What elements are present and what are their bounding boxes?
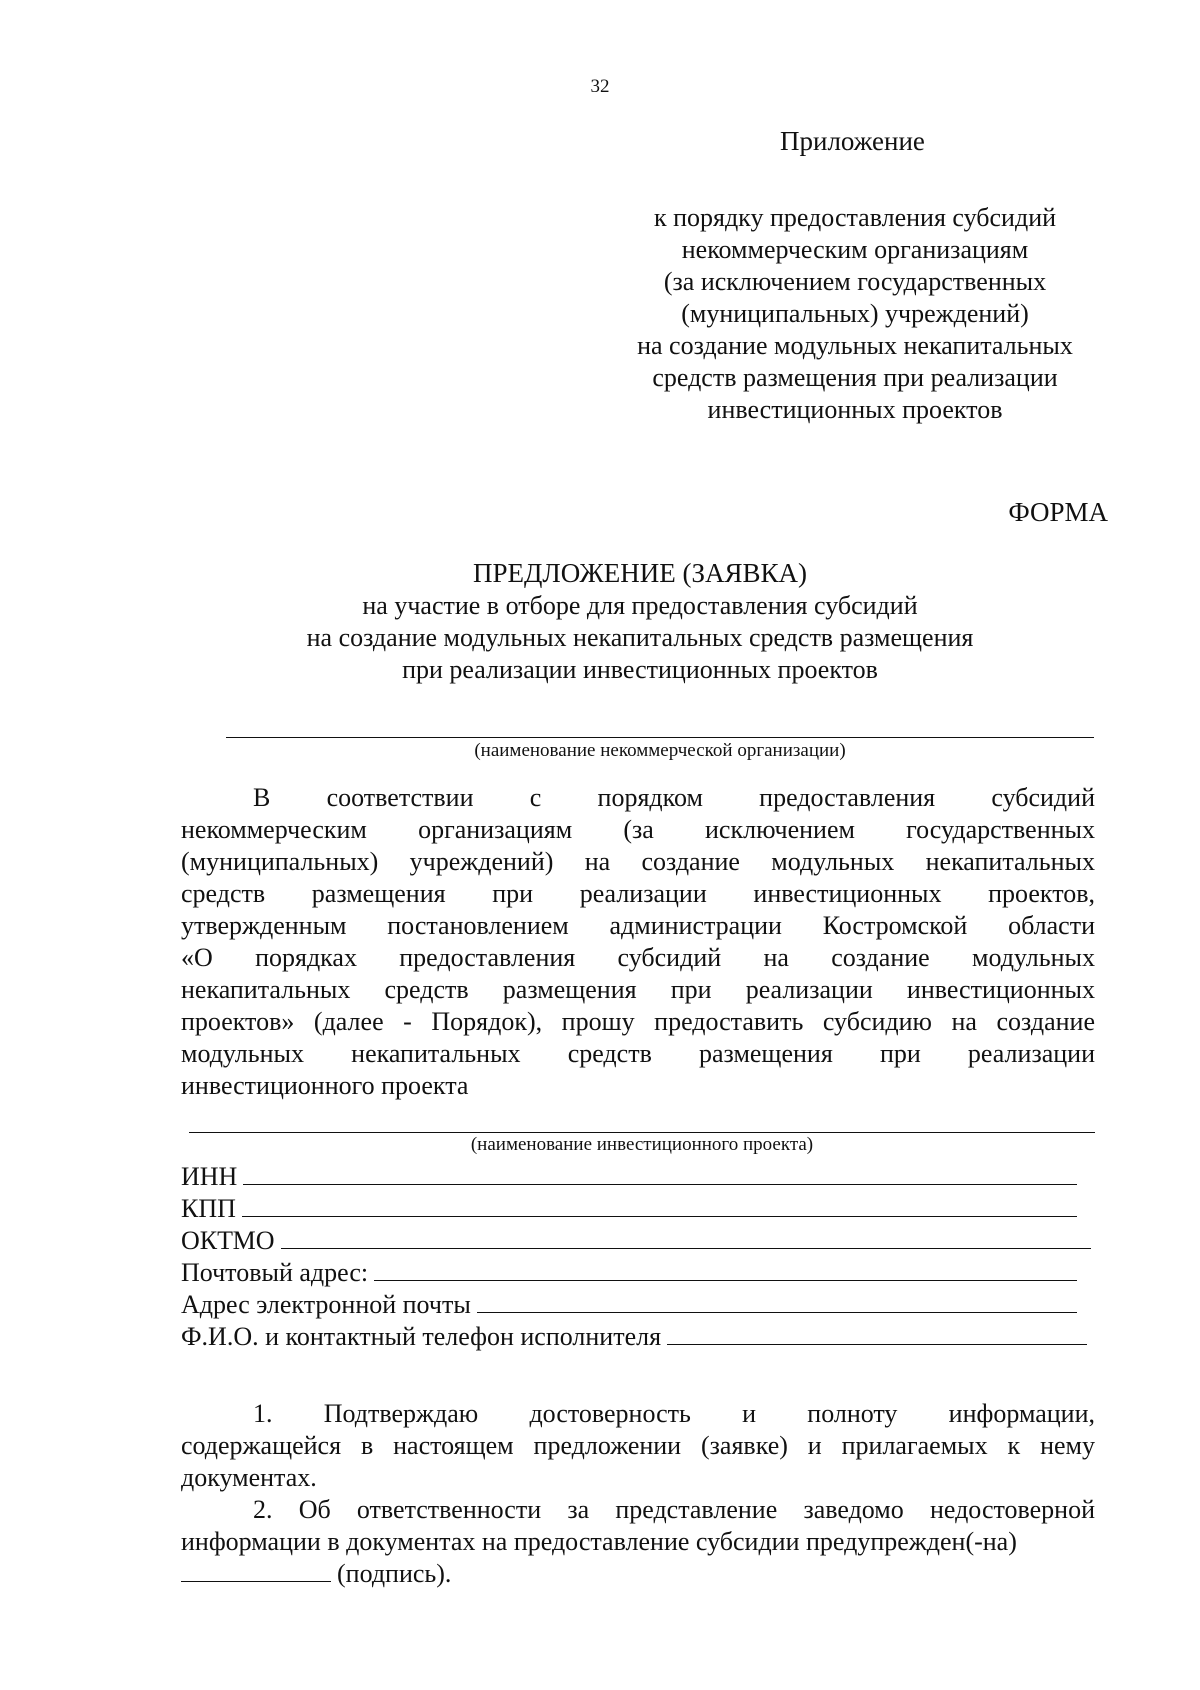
email-label: Адрес электронной почты [181,1290,471,1319]
paragraph-line: средств размещения при реализации инвестиционных проектов, [181,879,1095,908]
appendix-title: Приложение [780,126,925,156]
confirmation-item-2 [181,1494,1095,1558]
appendix-line: некоммерческим организациям [681,235,1029,264]
contact-input-line[interactable] [667,1324,1087,1345]
kpp-field[interactable] [181,1193,1077,1225]
appendix-reference [600,202,1110,426]
form-label: ФОРМА [1008,497,1108,527]
paragraph-line: В соответствии с порядком предоставления субсидий [253,783,1095,812]
oktmo-field[interactable] [181,1225,1091,1257]
paragraph-line: 1. Подтверждаю достоверность и полноту информации, [253,1399,1095,1428]
appendix-line: к порядку предоставления субсидий [653,203,1057,232]
page-number: 32 [590,76,610,97]
oktmo-label: ОКТМО [181,1226,275,1255]
oktmo-input-line[interactable] [281,1228,1091,1249]
paragraph-line: содержащейся в настоящем предложении (заявке) и прилагаемых к нему [181,1431,1095,1460]
paragraph-line: проектов» (далее - Порядок), прошу предоставить субсидию на создание [181,1007,1095,1036]
paragraph-line: 2. Об ответственности за представление заведомо недостоверной [253,1495,1095,1524]
signature-label: (подпись). [337,1559,452,1588]
paragraph-line: некапитальных средств размещения при реализации инвестиционных [181,975,1095,1004]
appendix-line: (за исключением государственных [663,267,1047,296]
contact-label: Ф.И.О. и контактный телефон исполнителя [181,1322,662,1351]
postal-address-label: Почтовый адрес: [181,1258,369,1287]
email-input-line[interactable] [477,1292,1077,1313]
paragraph-line: (муниципальных) учреждений) на создание модульных некапитальных [181,847,1095,876]
heading-line: на создание модульных некапитальных средств размещения [306,623,974,652]
document-heading [180,557,1100,686]
kpp-input-line[interactable] [242,1196,1077,1217]
paragraph-line: модульных некапитальных средств размещения при реализации [181,1039,1095,1068]
signature-field[interactable] [181,1561,331,1582]
signature-row [181,1558,451,1590]
postal-address-input-line[interactable] [374,1260,1077,1281]
kpp-label: КПП [181,1194,236,1223]
appendix-line: (муниципальных) учреждений) [681,299,1029,328]
heading-line: при реализации инвестиционных проектов [402,655,878,684]
contact-field[interactable] [181,1321,1087,1353]
paragraph-line: информации в документах на предоставление субсидии предупрежден(-на) [181,1527,1017,1556]
project-name-field[interactable] [189,1132,1095,1133]
paragraph-line: документах. [181,1463,317,1492]
paragraph-line: некоммерческим организациям (за исключением государственных [181,815,1095,844]
heading-title: ПРЕДЛОЖЕНИЕ (ЗАЯВКА) [472,558,808,588]
paragraph-line: утвержденным постановлением администрации Костромской области [181,911,1095,940]
appendix-line: на создание модульных некапитальных [637,331,1073,360]
heading-line: на участие в отборе для предоставления субсидий [362,591,918,620]
project-name-caption: (наименование инвестиционного проекта) [470,1134,814,1155]
paragraph-line: инвестиционного проекта [181,1071,469,1100]
appendix-line: средств размещения при реализации [652,363,1058,392]
main-paragraph [181,782,1095,1102]
organization-name-field[interactable] [226,737,1094,738]
inn-input-line[interactable] [243,1164,1077,1185]
inn-field[interactable] [181,1161,1077,1193]
confirmation-item-1 [181,1398,1095,1494]
inn-label: ИНН [181,1162,238,1191]
postal-address-field[interactable] [181,1257,1077,1289]
organization-name-caption: (наименование некоммерческой организации) [474,740,846,761]
email-field[interactable] [181,1289,1077,1321]
appendix-line: инвестиционных проектов [707,395,1003,424]
paragraph-line: «О порядках предоставления субсидий на создание модульных [181,943,1095,972]
